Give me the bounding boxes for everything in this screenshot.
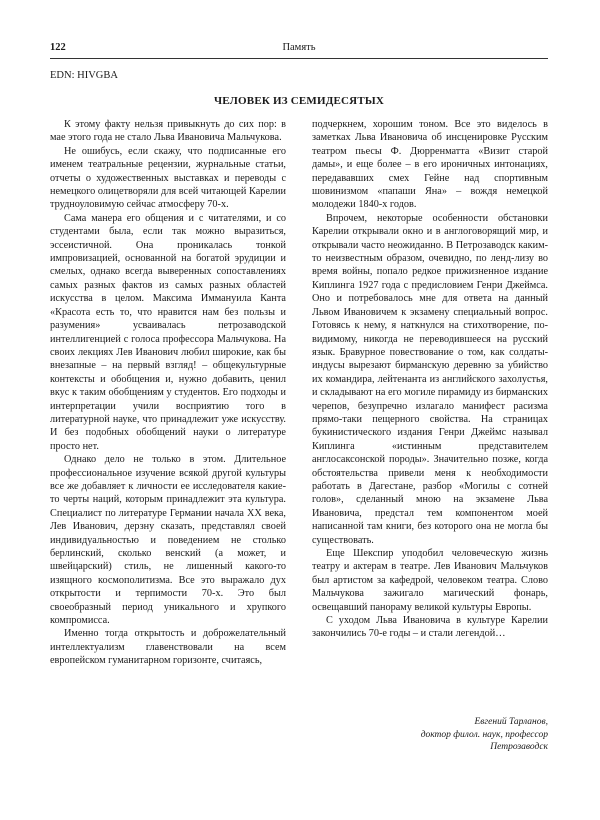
paragraph: Впрочем, некоторые особенности обстановки Карелии открывали окно и в англоговорящий мир, и открывали часто неожиданно. В Петрозаводск каким-то неизвестным образом, очевидно, по ленд-лизу во время войны, попало редкое прижизненное издание Киплинга 1927 года с предисловием Генри Джеймса. Оно и потребовалось мне для ответа на данный Львом Ивановичем к экзамену специальный вопрос. Готовясь к нему, я наткнулся на стихотворение, по-видимому, никогда не переводившееся на русский язык. Бравурное повествование о том, как солдаты-индусы вырезают бирманскую деревню за убийство их командира, лейтенанта из английского захолустья, и складывают на его могиле пирамиду из бирманских черепов, безупречно излагало манифест расизма прямо-таки пещерного свойства. На страницах букинистического издания Генри Джеймс называл Киплинга «истинным представителем англосаксонской породы». Значительно позже, когда обстоятельства привели меня к необходимости работать в Дагестане, разбор «Могилы с сотней голов», сделанный мною на экзамене Льва Ивановича, предстал тем компонентом моей написанной там книги, без которого она не могла бы существовать. — [312, 212, 548, 546]
edn-code: EDN: HIVGBA — [50, 70, 118, 81]
author-city: Петрозаводск — [490, 742, 548, 752]
author-name: Евгений Тарланов, — [474, 717, 548, 727]
paragraph: Сама манера его общения и с читателями, и со студентами была, если так можно выразиться, эссеистичной. Она проникалась тонкой импровизацией, основанной на богатой эрудиции и смелых, однако всегда выверенных сопоставлениях самых разных фактов из самых разных областей искусства в целом. Максима Иммануила Канта «Красота есть то, что нравится нам без пользы и разумения» усваивалась петрозаводской интеллигенцией с голоса профессора Мальчукова. На своих лекциях Лев Иванович любил широкие, как бы внезапные – на первый взгляд! – общекультурные контексты и обобщения и, нужно добавить, ценил вкус к таким обобщениям у студентов. Его подходы и интерпретации учили восприятию того в литературной науке, что принадлежит уже искусству. И без подобных обобщений науки о литературе просто нет. — [50, 212, 286, 452]
paragraph: К этому факту нельзя привыкнуть до сих пор: в мае этого года не стало Льва Ивановича Мальчукова. — [50, 119, 286, 144]
page-header — [50, 42, 548, 58]
page-number: 122 — [50, 42, 66, 53]
paragraph: С уходом Льва Ивановича в культуре Карелии закончились 70-е годы – и стали легендой… — [312, 615, 548, 640]
right-column — [312, 118, 548, 641]
author-degree: доктор филол. наук, профессор — [420, 729, 548, 740]
paragraph: подчеркнем, хорошим тоном. Все это виделось в заметках Льва Ивановича об инсценировке Русским театром пьесы Ф. Дюрренматта «Визит старой дамы», и еще более – в его ироничных интонациях, передававших смех Гейне над спортивным шовинизмом «папаши Яна» – вождя немецкой молодежи 1840-х годов. — [312, 119, 548, 211]
paragraph: Не ошибусь, если скажу, что подписанные его именем театральные рецензии, журнальные статьи, отчеты о художественных выставках и переводы с немецкого олицетворяли для всей читающей Карелии трудноуловимую сейчас атмосферу 70-х. — [50, 145, 286, 211]
paragraph: Еще Шекспир уподобил человеческую жизнь театру и актерам в театре. Лев Иванович Мальчуков был артистом за кафедрой, человеком театра. Слово Мальчукова зажигало магический фонарь, освещавший панораму великой культуры Европы. — [312, 548, 548, 613]
paragraph: Именно тогда открытость и доброжелательный интеллектуализм главенствовали на всем европейском гуманитарном горизонте, считаясь, — [50, 628, 286, 667]
header-divider — [50, 58, 548, 59]
running-head: Память — [282, 42, 316, 53]
paragraph: Однако дело не только в этом. Длительное профессиональное изучение всякой другой культуры все же добавляет к личности ее исследователя какие-то черты наций, которым принадлежит эта культура. Специалист по литературе Германии начала XX века, Лев Иванович, дерзну сказать, представлял своей индивидуальностью и поведением не столько берлинский, сколько венский (а может, и швейцарский) стиль, не лишенный какого-то изящного космополитизма. Все это выражало дух открытости и терпимости 70-х. Это был своеобразный период уникального и хрупкого компромисса. — [50, 454, 286, 627]
author-signature — [312, 716, 548, 754]
article-title: ЧЕЛОВЕК ИЗ СЕМИДЕСЯТЫХ — [213, 95, 385, 107]
left-column — [50, 118, 286, 668]
